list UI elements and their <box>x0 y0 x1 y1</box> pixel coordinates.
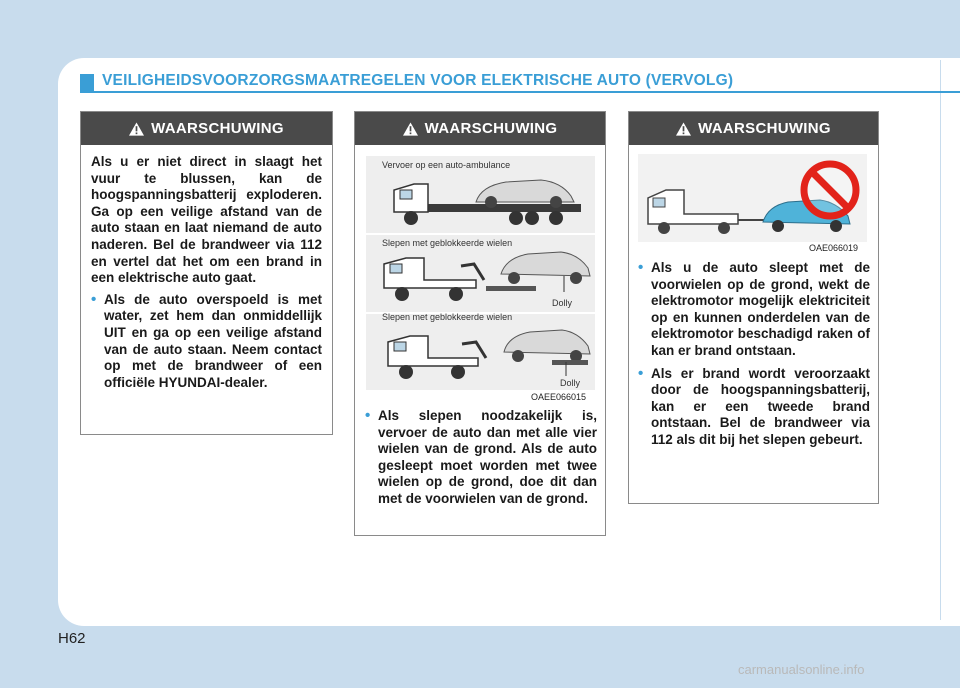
warning-header-label: WAARSCHUWING <box>151 120 284 137</box>
figure-label-wheel-lift: Slepen met geblokkeerde wielen <box>382 238 513 248</box>
watermark: carmanualsonline.info <box>738 662 865 677</box>
page-right-rule <box>940 60 941 620</box>
warning-bullet: • Als u de auto sleept met de voorwielen op de grond, wekt de elektromotor mogelijk elektriciteit op en kunnen onderdelen van de elektromotor beschadigd raken of kan er brand ontstaan. <box>638 260 870 360</box>
figure-label-ambulance: Vervoer op een auto-ambulance <box>382 160 511 170</box>
prohibited-towing-art <box>638 154 867 242</box>
warning-bullet: • Als slepen noodzakelijk is, vervoer de auto dan met alle vier wielen van de grond. Als de auto gesleept moet worden met twee wielen op de grond, doe dit dan met de voorwielen van de grond. <box>365 408 597 508</box>
section-title: VEILIGHEIDSVOORZORGSMAATREGELEN VOOR ELEKTRISCHE AUTO (VERVOLG) <box>102 72 734 89</box>
warning-header <box>355 112 605 145</box>
warning-header-label: WAARSCHUWING <box>698 120 831 137</box>
warning-bullet: • Als er brand wordt veroorzaakt door de hoogspanningsbatterij, kan er een tweede brand ontstaan. Bel de brandweer via 112 als dit bij het slepen gebeurt. <box>638 366 870 449</box>
warning-box-front-wheels <box>628 111 879 504</box>
figure-dolly-label: Dolly <box>560 378 581 388</box>
figure-dolly-label: Dolly <box>552 298 573 308</box>
figure-code: OAEE066015 <box>531 392 587 402</box>
figure-code: OAE066019 <box>809 243 859 253</box>
front-wheels-towing-illustration <box>638 154 867 242</box>
page-number: H62 <box>58 630 86 647</box>
heading-accent-bar <box>80 74 94 92</box>
warning-header <box>629 112 878 145</box>
warning-header-label: WAARSCHUWING <box>424 120 558 137</box>
towing-illustration-art <box>366 156 595 390</box>
warning-triangle-icon <box>403 122 418 136</box>
figure-label-dolly-tow: Slepen met geblokkeerde wielen <box>382 312 513 322</box>
warning-header <box>81 112 332 145</box>
warning-bullet: • Als de auto overspoeld is met water, zet hem dan onmiddellijk UIT en ga op een veilige afstand van de auto staan. Neem contact op met de brandweer of een officiële HYUNDAI-dealer. <box>91 292 322 392</box>
warning-triangle-icon <box>129 122 144 136</box>
heading-underline <box>80 91 960 93</box>
warning-intro-text: Als u er niet direct in slaagt het vuur te blussen, kan de hoogspanningsbatterij exploderen. Ga op een veilige afstand van de auto staan en laat niemand de auto naderen. Bel de brandweer via 112 en vertel dat het om een brand in een elektrische auto gaat. <box>91 154 322 286</box>
warning-triangle-icon <box>676 122 691 136</box>
warning-box-towing <box>354 111 606 536</box>
warning-box-fire <box>80 111 333 435</box>
towing-methods-illustration <box>366 156 595 390</box>
